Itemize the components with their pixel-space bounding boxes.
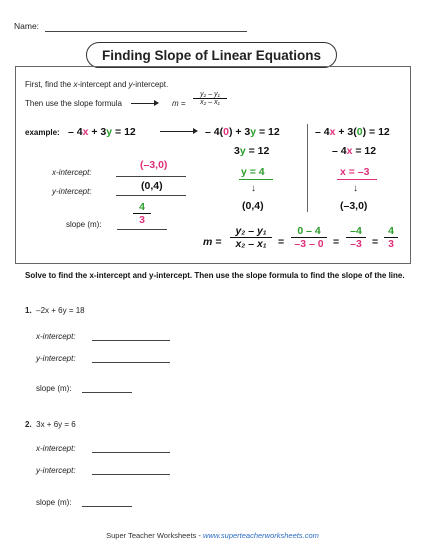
final-m: m =	[203, 236, 222, 248]
instruction-line-2: Then use the slope formula	[25, 99, 122, 108]
problem-2-y-label: y-intercept:	[36, 466, 76, 475]
eq-2: =	[333, 236, 340, 248]
example-arrow-head-icon	[193, 128, 198, 134]
example-slope-line	[117, 229, 167, 230]
col3-line-1: – 4x + 3(0) = 12	[315, 126, 390, 138]
footer-link[interactable]: www.superteacherworksheets.com	[202, 531, 319, 540]
problem-2: 2. 3x + 6y = 6	[25, 420, 76, 429]
example-equation: – 4x + 3y = 12	[68, 126, 136, 138]
problem-1-x-answer[interactable]	[92, 340, 170, 341]
col3-line-2: – 4x = 12	[332, 145, 377, 157]
col2-line-2: 3y = 12	[234, 145, 270, 157]
example-y-intercept-line	[116, 195, 186, 196]
column-divider	[307, 124, 308, 212]
col2-line-1: – 4(0) + 3y = 12	[205, 126, 280, 138]
example-slope-label: slope (m):	[66, 220, 102, 229]
example-slope-value: 4 3	[133, 201, 151, 226]
problem-1: 1. –2x + 6y = 18	[25, 306, 85, 315]
final-simplified: –4 –3	[346, 225, 366, 250]
footer: Super Teacher Worksheets - www.superteacherworksheets.com	[106, 531, 319, 540]
instruction-line-1: First, find the x-intercept and y-intercept.	[25, 80, 169, 89]
problem-2-x-label: x-intercept:	[36, 444, 76, 453]
problem-1-x-label: x-intercept:	[36, 332, 76, 341]
eq-1: =	[278, 236, 285, 248]
problem-1-slope-label: slope (m):	[36, 384, 72, 393]
col2-result: y = 4	[241, 166, 265, 178]
example-x-intercept-value: (–3,0)	[140, 159, 168, 171]
example-x-intercept-line	[116, 176, 186, 177]
problem-2-slope-label: slope (m):	[36, 498, 72, 507]
problem-2-y-answer[interactable]	[92, 474, 170, 475]
problem-2-x-answer[interactable]	[92, 452, 170, 453]
arrow-head-icon	[154, 100, 159, 106]
col2-point: (0,4)	[242, 200, 264, 212]
col3-underline	[337, 179, 377, 180]
directions: Solve to find the x-intercept and y-intercept. Then use the slope formula to find the slope of the line.	[25, 271, 405, 280]
formula-fraction: y₂ – y₁ x₂ – x₁	[193, 91, 227, 106]
page-title: Finding Slope of Linear Equations	[102, 47, 321, 63]
problem-1-y-answer[interactable]	[92, 362, 170, 363]
name-label: Name:	[14, 21, 40, 31]
example-x-intercept-label: x-intercept:	[52, 168, 92, 177]
col3-result: x = –3	[340, 166, 370, 178]
problem-1-y-label: y-intercept:	[36, 354, 76, 363]
final-answer: 4 3	[384, 225, 398, 250]
formula-m: m =	[172, 99, 186, 108]
eq-3: =	[372, 236, 379, 248]
problem-1-slope-answer[interactable]	[82, 392, 132, 393]
title-box	[86, 42, 337, 68]
example-label: example:	[25, 128, 60, 137]
down-arrow-icon-2: ↓	[353, 183, 358, 194]
problem-2-slope-answer[interactable]	[82, 506, 132, 507]
name-field[interactable]	[45, 31, 247, 32]
final-substituted: 0 – 4 –3 – 0	[291, 225, 327, 250]
example-arrow-icon	[160, 131, 195, 132]
example-y-intercept-label: y-intercept:	[52, 187, 92, 196]
final-formula: y₂ – y₁ x₂ – x₁	[230, 225, 272, 250]
example-y-intercept-value: (0,4)	[141, 180, 163, 192]
col2-underline	[239, 179, 273, 180]
col3-point: (–3,0)	[340, 200, 368, 212]
down-arrow-icon: ↓	[251, 183, 256, 194]
